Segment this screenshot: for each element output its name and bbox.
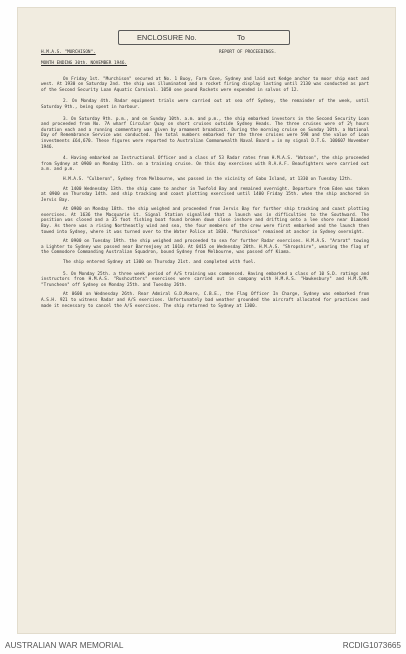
paragraph-number: 5. [63, 271, 71, 277]
paragraph-4c: At 1400 Wednesday 13th. the ship came to anchor in Twofold Bay and remained overnight. Departure from Eden was taken at 0900 on Thursday 14th. and ship tracking and coast plotting exercised until 1400 Friday 15th. when the ship anchored in Jervis Bay. [41, 186, 369, 203]
paragraph-5b: At 0600 on Wednesday 26th. Rear Admiral G.D.Moore, C.B.E., the Flag Officer In Charge, Sydney was embarked from A.S.H. 921 to witness Radar and A/S exercises. Unfortunately bad weather grounded the aircraft allocated for practices and made it necessary to cancel the A/S exercises. The ship returned to Sydney at 1300. [41, 292, 369, 309]
paragraph-number: 2. [63, 99, 72, 105]
paragraph-4f: The ship entered Sydney at 1300 on Thursday 21st. and completed with fuel. [63, 260, 256, 266]
paragraph-2: 2. On Monday 4th. Radar equipment trials were carried out at sea off Sydney, the remainder of the week, until Saturday 9th., being spent in harbour. [41, 99, 369, 110]
paragraph-4d: At 0900 on Monday 18th. the ship weighed and proceeded from Jervis Bay for further ship tracking and coast plotting exercises. At 1636 the Macquarie Lt. Signal Station signalled that a launch was in difficulties to the Southward. The position was closed and a 35 foot fishing boat found broken down close inshore and drifting onto a lee shore near Diamond Bay. As there was a rising Northeastly wind and sea, the four members of the crew were first embarked and the launch then towed into Sydney, where it was turned over to the Water Police at 1830. "Murchison" remained at anchor in Sydney overnight. [41, 207, 369, 235]
record-id: RCDIG1073665 [342, 641, 401, 650]
report-title: REPORT OF PROCEEDINGS. [219, 50, 277, 55]
paragraph-5: 5. On Monday 25th. a three week period of A/S training was commenced. Having embarked a class of 10 S.D. ratings and instructors from H.M.A.S. "Rushcutters" exercises were carried out in company with H.M.A.S. "Hawkesbury" and H.M.S/M. "Truncheon" off Sydney on Monday 25th. and Tuesday 26th. [41, 271, 369, 288]
paragraph-3: 3. On Saturday 9th. p.m., and on Sunday 10th. a.m. and p.m., the ship embarked investors in the Second Security Loan and proceeded from No. 7A wharf Circular Quay on short cruises outside Sydney Heads. The three cruises were of 2½ hours duration each and a running commentary was given by armament broadcast. During the morning cruise on Sunday 10th. a National Day of Remembrance Service was conducted. The total numbers embarked for the three cruises were 598 and the value of Loan investments £64,670. These figures were reported to Australian Commonwealth Naval Board = in my signal D.T.G. 100607 November 1946. [41, 116, 369, 150]
archive-footer [0, 638, 406, 654]
stamp-to-label: To [237, 33, 245, 42]
month-heading: MONTH ENDING 30th. NOVEMBER 1946. [41, 61, 128, 66]
paragraph-1: On Friday 1st. "Murchison" secured at No. 1 Buoy, Farm Cove, Sydney and laid out Kedge anchor to moor ship east and west. At 1930 on Saturday 2nd. the ship was illuminated and a rocket firing display lasting until 2130 was conducted as part of the Second Security Loan Aquatic Carnival. 1050 one pound Rockets were expended in salvos of 12. [41, 76, 369, 93]
enclosure-stamp [118, 30, 290, 45]
report-header [41, 50, 369, 56]
paragraph-4b: H.M.A.S. "Culberon", Sydney from Melbourne, was passed in the vicinity of Gabo Island, at 1330 on Tuesday 12th. [63, 176, 353, 182]
archive-name: AUSTRALIAN WAR MEMORIAL [5, 641, 124, 650]
stamp-enclosure-label: ENCLOSURE No. [137, 33, 197, 42]
paragraph-4e: At 0900 on Tuesday 19th. the ship weighed and proceeded to sea for further Radar exercises. H.M.A.S. "Ararat" towing a Lighter to Sydney was passed near Barrenjoey at 1010. At 0415 on Wednesday 20th. H.M.A.S. "Shropshire", wearing the flag of the Commodore Commanding Australian Squadron, bound Sydney from Melbourne, was passed off Kiama. [41, 239, 369, 256]
paragraph-number: 3. [63, 116, 71, 122]
paragraph-number: 4. [63, 156, 72, 162]
paragraph-4: 4. Having embarked an Instructional Officer and a class of 53 Radar rates from H.M.A.S. "Watson", the ship proceeded from Sydney at 0900 on Monday 11th. on a training cruise. On this day exercises with R.A.A.F. Beaufighters were carried out a.m. and p.m. [41, 156, 369, 173]
report-body [41, 50, 369, 315]
ship-name: H.M.A.S. "MURCHISON". [41, 50, 96, 55]
